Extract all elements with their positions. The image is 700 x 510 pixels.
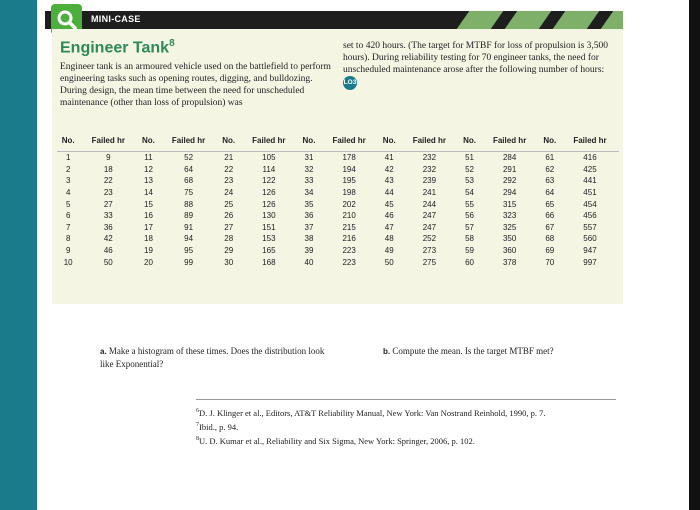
unit-number-cell: 55 xyxy=(465,199,474,209)
unit-number-cell: 25 xyxy=(224,199,234,209)
footnote-8: $^8$U. D. Kumar et al., Reliability and Six Sigma, New York: Springer, 2006, p. 102. xyxy=(196,435,475,446)
failed-hours-cell: 27 xyxy=(103,199,113,209)
failed-hours-cell: 378 xyxy=(502,257,517,267)
column-header: No. xyxy=(378,134,400,152)
failed-hours-cell: 99 xyxy=(184,257,194,267)
failed-hours-cell: 153 xyxy=(262,234,276,244)
unit-number-cell: 42 xyxy=(384,164,394,174)
failed-hours-cell: 247 xyxy=(422,222,437,232)
unit-number-cell: 52 xyxy=(465,164,474,174)
unit-number-cell: 57 xyxy=(465,222,474,232)
unit-number-cell: 7 xyxy=(65,222,71,232)
mini-case-header xyxy=(45,11,623,29)
failed-hours-cell: 68 xyxy=(184,176,194,186)
unit-number-cell: 31 xyxy=(304,153,314,163)
unit-number-cell: 53 xyxy=(465,176,474,186)
unit-number-cell: 9 xyxy=(65,246,71,256)
table-row xyxy=(57,164,619,176)
unit-number-cell: 6 xyxy=(65,211,71,221)
failure-hours-table xyxy=(57,134,619,268)
failed-hours-cell: 416 xyxy=(583,153,597,163)
failed-hours-cell: 241 xyxy=(422,188,437,198)
failed-hours-cell: 210 xyxy=(342,211,356,221)
failed-hours-cell: 557 xyxy=(583,222,597,232)
unit-number-cell: 13 xyxy=(144,176,153,186)
failed-hours-cell: 456 xyxy=(583,211,597,221)
unit-number-cell: 15 xyxy=(144,199,153,209)
unit-number-cell: 2 xyxy=(65,164,71,174)
table-row xyxy=(57,198,619,210)
unit-number-cell: 67 xyxy=(545,222,555,232)
unit-number-cell: 49 xyxy=(384,246,394,256)
failed-hours-cell: 50 xyxy=(103,257,113,267)
failed-hours-cell: 126 xyxy=(262,199,276,209)
unit-number-cell: 4 xyxy=(65,188,71,198)
failed-hours-cell: 223 xyxy=(342,246,356,256)
unit-number-cell: 39 xyxy=(304,246,314,256)
failed-hours-cell: 122 xyxy=(262,176,276,186)
failed-hours-cell: 360 xyxy=(502,246,517,256)
unit-number-cell: 12 xyxy=(144,164,153,174)
unit-number-cell: 44 xyxy=(384,188,394,198)
table-header-row xyxy=(57,134,619,152)
failed-hours-cell: 454 xyxy=(583,199,597,209)
failed-hours-cell: 350 xyxy=(502,234,517,244)
question-a-text: Make a histogram of these times. Does the distribution look like Exponential? xyxy=(100,346,325,369)
unit-number-cell: 45 xyxy=(384,199,394,209)
unit-number-cell: 23 xyxy=(224,176,234,186)
column-header: No. xyxy=(57,134,79,152)
question-b-text: Compute the mean. Is the target MTBF met? xyxy=(392,346,554,356)
failed-hours-cell: 195 xyxy=(342,176,356,186)
failed-hours-cell: 294 xyxy=(502,188,517,198)
table-row xyxy=(57,256,619,268)
left-margin-bar xyxy=(0,0,37,510)
footnotes xyxy=(196,399,616,446)
failed-hours-cell: 194 xyxy=(342,164,356,174)
failed-hours-cell: 284 xyxy=(502,153,517,163)
column-header: No. xyxy=(137,134,159,152)
failed-hours-cell: 151 xyxy=(262,222,276,232)
failed-hours-cell: 291 xyxy=(502,164,517,174)
unit-number-cell: 16 xyxy=(144,211,153,221)
unit-number-cell: 19 xyxy=(144,246,153,256)
footnote-6: $^6$D. J. Klinger et al., Editors, AT&T Reliability Manual, New York: Van Nostrand Reinhold, 1990, p. 7. xyxy=(196,407,546,418)
unit-number-cell: 66 xyxy=(545,211,555,221)
case-paragraph-left: Engineer tank is an armoured vehicle used on the battlefield to perform engineering tasks such as opening routes, digging, and bulldozing. During design, the mean time between the need for unscheduled maintenance (other than loss of propulsion) was xyxy=(60,62,331,108)
failed-hours-cell: 223 xyxy=(342,257,356,267)
failed-hours-cell: 232 xyxy=(422,164,437,174)
unit-number-cell: 58 xyxy=(465,234,474,244)
unit-number-cell: 18 xyxy=(144,234,153,244)
failed-hours-cell: 292 xyxy=(502,176,517,186)
unit-number-cell: 60 xyxy=(465,257,474,267)
unit-number-cell: 38 xyxy=(304,234,314,244)
unit-number-cell: 17 xyxy=(144,222,153,232)
unit-number-cell: 1 xyxy=(65,153,71,163)
table-row xyxy=(57,175,619,187)
column-header: Failed hr xyxy=(400,134,458,152)
failed-hours-cell: 215 xyxy=(342,222,356,232)
failed-hours-cell: 247 xyxy=(422,211,437,221)
failed-hours-cell: 89 xyxy=(184,211,194,221)
unit-number-cell: 29 xyxy=(224,246,234,256)
table-row xyxy=(57,210,619,222)
table-row xyxy=(57,222,619,234)
failed-hours-cell: 239 xyxy=(422,176,437,186)
column-header: No. xyxy=(539,134,561,152)
failed-hours-cell: 88 xyxy=(184,199,194,209)
unit-number-cell: 62 xyxy=(545,164,555,174)
unit-number-cell: 33 xyxy=(304,176,314,186)
unit-number-cell: 54 xyxy=(465,188,474,198)
failed-hours-cell: 33 xyxy=(103,211,113,221)
unit-number-cell: 47 xyxy=(384,222,394,232)
table-row xyxy=(57,245,619,257)
failed-hours-cell: 130 xyxy=(262,211,276,221)
unit-number-cell: 40 xyxy=(304,257,314,267)
failed-hours-cell: 273 xyxy=(422,246,437,256)
failed-hours-cell: 105 xyxy=(262,153,276,163)
failed-hours-cell: 52 xyxy=(184,153,194,163)
failed-hours-cell: 114 xyxy=(262,164,276,174)
header-stripes xyxy=(453,11,623,29)
failed-hours-cell: 95 xyxy=(184,246,194,256)
failed-hours-cell: 178 xyxy=(342,153,356,163)
unit-number-cell: 11 xyxy=(144,153,153,163)
failed-hours-cell: 202 xyxy=(342,199,356,209)
unit-number-cell: 3 xyxy=(65,176,71,186)
failed-hours-cell: 168 xyxy=(262,257,276,267)
column-header: Failed hr xyxy=(481,134,539,152)
unit-number-cell: 26 xyxy=(224,211,234,221)
case-paragraph-right: set to 420 hours. (The target for MTBF for loss of propulsion is 3,500 hours). During reliability testing for 70 engineer tanks, the need for unscheduled maintenance arose after the following number of hours: LO3 xyxy=(343,40,613,90)
table-row xyxy=(57,233,619,245)
failed-hours-cell: 451 xyxy=(583,188,597,198)
unit-number-cell: 43 xyxy=(384,176,394,186)
failed-hours-cell: 425 xyxy=(583,164,597,174)
unit-number-cell: 32 xyxy=(304,164,314,174)
unit-number-cell: 20 xyxy=(144,257,153,267)
unit-number-cell: 69 xyxy=(545,246,555,256)
failed-hours-cell: 315 xyxy=(502,199,517,209)
mini-case-label: MINI-CASE xyxy=(91,14,141,24)
column-header: Failed hr xyxy=(160,134,218,152)
failed-hours-cell: 94 xyxy=(184,234,194,244)
failed-hours-cell: 23 xyxy=(103,188,113,198)
failed-hours-cell: 42 xyxy=(103,234,113,244)
learning-objective-badge: LO3 xyxy=(343,76,357,90)
failed-hours-cell: 216 xyxy=(342,234,356,244)
unit-number-cell: 56 xyxy=(465,211,474,221)
unit-number-cell: 48 xyxy=(384,234,394,244)
failed-hours-cell: 46 xyxy=(103,246,113,256)
failed-hours-cell: 275 xyxy=(422,257,437,267)
column-header: No. xyxy=(218,134,240,152)
failed-hours-cell: 165 xyxy=(262,246,276,256)
title-footnote-marker: 8 xyxy=(169,38,175,49)
footnote-7: $^7$Ibid., p. 94. xyxy=(196,421,239,432)
column-header: No. xyxy=(458,134,480,152)
question-a xyxy=(100,345,340,370)
failed-hours-cell: 560 xyxy=(583,234,597,244)
unit-number-cell: 51 xyxy=(465,153,474,163)
column-header: Failed hr xyxy=(561,134,619,152)
failed-hours-cell: 252 xyxy=(422,234,437,244)
unit-number-cell: 22 xyxy=(224,164,234,174)
failed-hours-cell: 198 xyxy=(342,188,356,198)
failed-hours-cell: 91 xyxy=(184,222,194,232)
unit-number-cell: 68 xyxy=(545,234,555,244)
failed-hours-cell: 22 xyxy=(103,176,113,186)
failed-hours-cell: 323 xyxy=(502,211,517,221)
unit-number-cell: 10 xyxy=(63,257,73,267)
unit-number-cell: 50 xyxy=(384,257,394,267)
table-row xyxy=(57,187,619,199)
column-header: Failed hr xyxy=(240,134,298,152)
unit-number-cell: 8 xyxy=(65,234,71,244)
question-b-letter: b. xyxy=(383,347,391,356)
unit-number-cell: 41 xyxy=(384,153,394,163)
failed-hours-cell: 947 xyxy=(583,246,597,256)
column-header: No. xyxy=(298,134,320,152)
question-b xyxy=(383,345,613,358)
failed-hours-cell: 36 xyxy=(103,222,113,232)
unit-number-cell: 24 xyxy=(224,188,234,198)
unit-number-cell: 34 xyxy=(304,188,314,198)
unit-number-cell: 70 xyxy=(545,257,555,267)
unit-number-cell: 14 xyxy=(144,188,153,198)
failed-hours-cell: 9 xyxy=(106,153,111,163)
unit-number-cell: 37 xyxy=(304,222,314,232)
unit-number-cell: 21 xyxy=(224,153,234,163)
failed-hours-cell: 75 xyxy=(184,188,194,198)
unit-number-cell: 63 xyxy=(545,176,555,186)
unit-number-cell: 64 xyxy=(545,188,555,198)
unit-number-cell: 65 xyxy=(545,199,555,209)
table-row xyxy=(57,152,619,164)
failed-hours-cell: 441 xyxy=(583,176,597,186)
unit-number-cell: 36 xyxy=(304,211,314,221)
failed-hours-cell: 18 xyxy=(103,164,113,174)
failed-hours-cell: 232 xyxy=(422,153,437,163)
failed-hours-cell: 997 xyxy=(583,257,597,267)
unit-number-cell: 27 xyxy=(224,222,234,232)
case-title: Engineer Tank$^8$ xyxy=(60,38,175,57)
failed-hours-cell: 126 xyxy=(262,188,276,198)
question-a-letter: a. xyxy=(100,347,107,356)
failed-hours-cell: 325 xyxy=(502,222,517,232)
column-header: Failed hr xyxy=(79,134,137,152)
unit-number-cell: 59 xyxy=(465,246,474,256)
unit-number-cell: 35 xyxy=(304,199,314,209)
failed-hours-cell: 244 xyxy=(422,199,437,209)
unit-number-cell: 30 xyxy=(224,257,234,267)
column-header: Failed hr xyxy=(320,134,378,152)
unit-number-cell: 46 xyxy=(384,211,394,221)
unit-number-cell: 28 xyxy=(224,234,234,244)
failed-hours-cell: 64 xyxy=(184,164,194,174)
unit-number-cell: 61 xyxy=(545,153,555,163)
unit-number-cell: 5 xyxy=(65,199,71,209)
